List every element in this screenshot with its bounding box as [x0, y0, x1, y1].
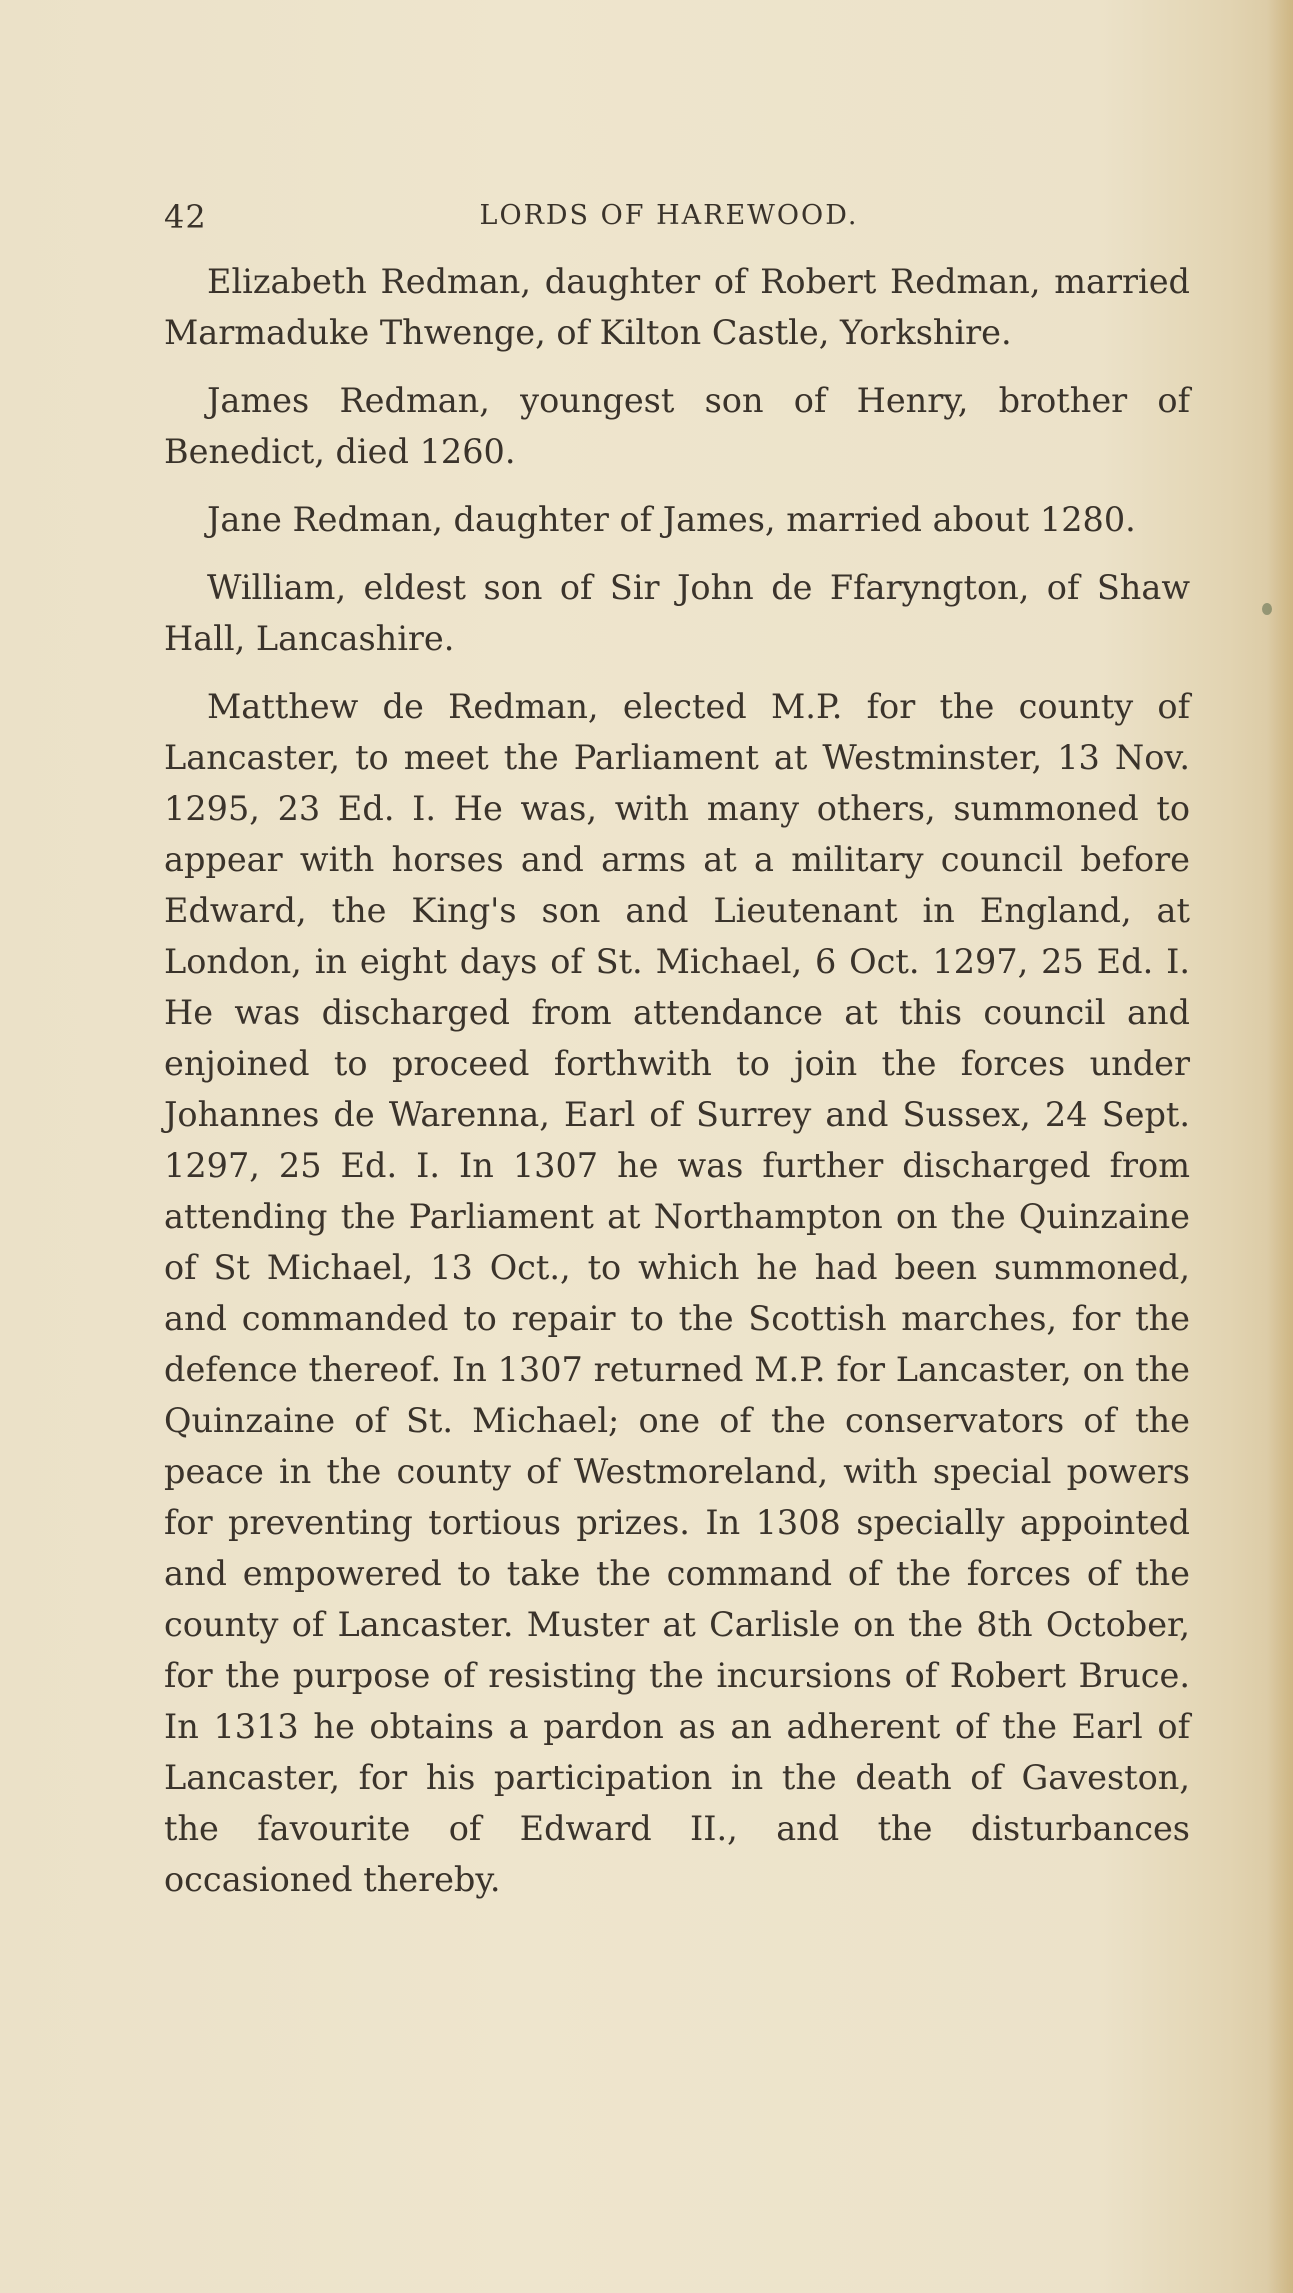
paragraph-james-redman: James Redman, youngest son of Henry, brother of Benedict, died 1260. [164, 381, 1190, 471]
page-number: 42 [164, 198, 207, 236]
body-text [164, 256, 1190, 1905]
page-edge-shadow [1267, 0, 1293, 2293]
page-header [164, 198, 1174, 242]
paragraph-elizabeth-redman: Elizabeth Redman, daughter of Robert Redman, married Marmaduke Thwenge, of Kilton Castle, Yorkshire. [164, 262, 1190, 352]
paragraph-matthew-de-redman: Matthew de Redman, elected M.P. for the county of Lancaster, to meet the Parliament at Westminster, 13 Nov. 1295, 23 Ed. I. He was, with many others, summoned to appear with horses and arms at a military council before Edward, the King's son and Lieutenant in England, at London, in eight days of St. Michael, 6 Oct. 1297, 25 Ed. I. He was discharged from attendance at this council and enjoined to proceed forthwith to join the forces under Johannes de Warenna, Earl of Surrey and Sussex, 24 Sept. 1297, 25 Ed. I. In 1307 he was further discharged from attending the Parliament at Northampton on the Quinzaine of St Michael, 13 Oct., to which he had been summoned, and commanded to repair to the Scottish marches, for the defence thereof. In 1307 returned M.P. for Lancaster, on the Quinzaine of St. Michael; one of the conservators of the peace in the county of Westmoreland, with special powers for preventing tortious prizes. In 1308 specially appointed and empowered to take the command of the forces of the county of Lancaster. Muster at Carlisle on the 8th October, for the purpose of resisting the incursions of Robert Bruce. In 1313 he obtains a pardon as an adherent of the Earl of Lancaster, for his participation in the death of Gaveston, the favourite of Edward II., and the disturbances occasioned thereby. [164, 687, 1190, 1899]
ink-spot [1262, 603, 1272, 615]
running-title: LORDS OF HAREWOOD. [479, 200, 859, 231]
paragraph-jane-redman: Jane Redman, daughter of James, married about 1280. [207, 500, 1136, 539]
paragraph-william-ffaryngton: William, eldest son of Sir John de Ffaryngton, of Shaw Hall, Lancashire. [164, 568, 1190, 658]
